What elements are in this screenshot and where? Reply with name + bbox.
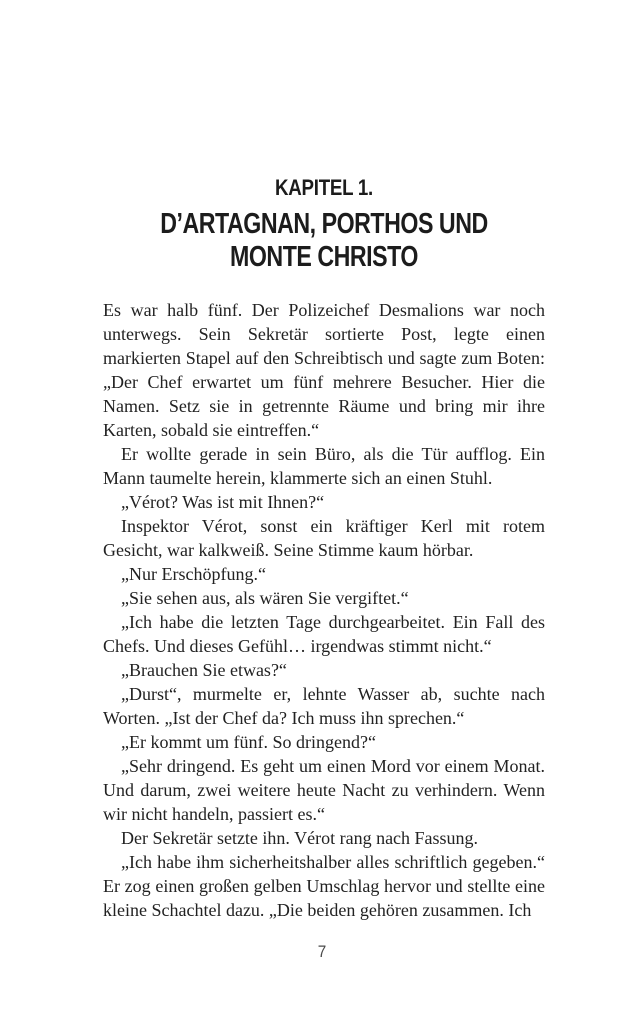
paragraph: „Ich habe die letzten Tage durchgearbeitet. Ein Fall des Chefs. Und dieses Gefühl… irgendwas stimmt nicht.“ [103,612,545,656]
chapter-title-line-1: D’ARTAGNAN, PORTHOS UND [160,208,488,240]
paragraph: Es war halb fünf. Der Polizeichef Desmalions war noch unterwegs. Sein Sekretär sortierte Post, legte einen markierten Stapel auf den Schreibtisch und sagte zum Boten: „Der Chef erwartet um fünf mehrere Besucher. Hier die Namen. Setz sie in getrennte Räume und bring mir ihre Karten, sobald sie eintreffen.“ [103,300,545,440]
paragraph: „Ich habe ihm sicherheitshalber alles schriftlich gegeben.“ Er zog einen großen gelben Umschlag hervor und stellte eine kleine Schachtel dazu. „Die beiden gehören zusammen. Ich [103,852,545,920]
paragraph: „Durst“, murmelte er, lehnte Wasser ab, suchte nach Worten. „Ist der Chef da? Ich muss ihn sprechen.“ [103,684,545,728]
paragraph: „Brauchen Sie etwas?“ [121,660,287,680]
text-column [103,176,545,922]
paragraph: Er wollte gerade in sein Büro, als die Tür aufflog. Ein Mann taumelte herein, klammerte sich an einen Stuhl. [103,444,545,488]
paragraph: Der Sekretär setzte ihn. Vérot rang nach Fassung. [121,828,479,848]
chapter-title-line-2: MONTE CHRISTO [230,241,418,273]
paragraph: „Sehr dringend. Es geht um einen Mord vor einem Monat. Und darum, zwei weitere heute Nacht zu verhindern. Wenn wir nicht handeln, passiert es.“ [103,756,545,824]
chapter-title [147,208,501,274]
page-number: 7 [317,942,327,961]
paragraph: „Er kommt um fünf. So dringend?“ [121,732,376,752]
paragraph: „Nur Erschöpfung.“ [121,564,266,584]
body-text [103,298,545,922]
paragraph: „Vérot? Was ist mit Ihnen?“ [121,492,325,512]
paragraph: Inspektor Vérot, sonst ein kräftiger Kerl mit rotem Gesicht, war kalkweiß. Seine Stimme kaum hörbar. [103,516,545,560]
chapter-kicker: KAPITEL 1. [275,175,373,200]
paragraph: „Sie sehen aus, als wären Sie vergiftet.“ [121,588,409,608]
